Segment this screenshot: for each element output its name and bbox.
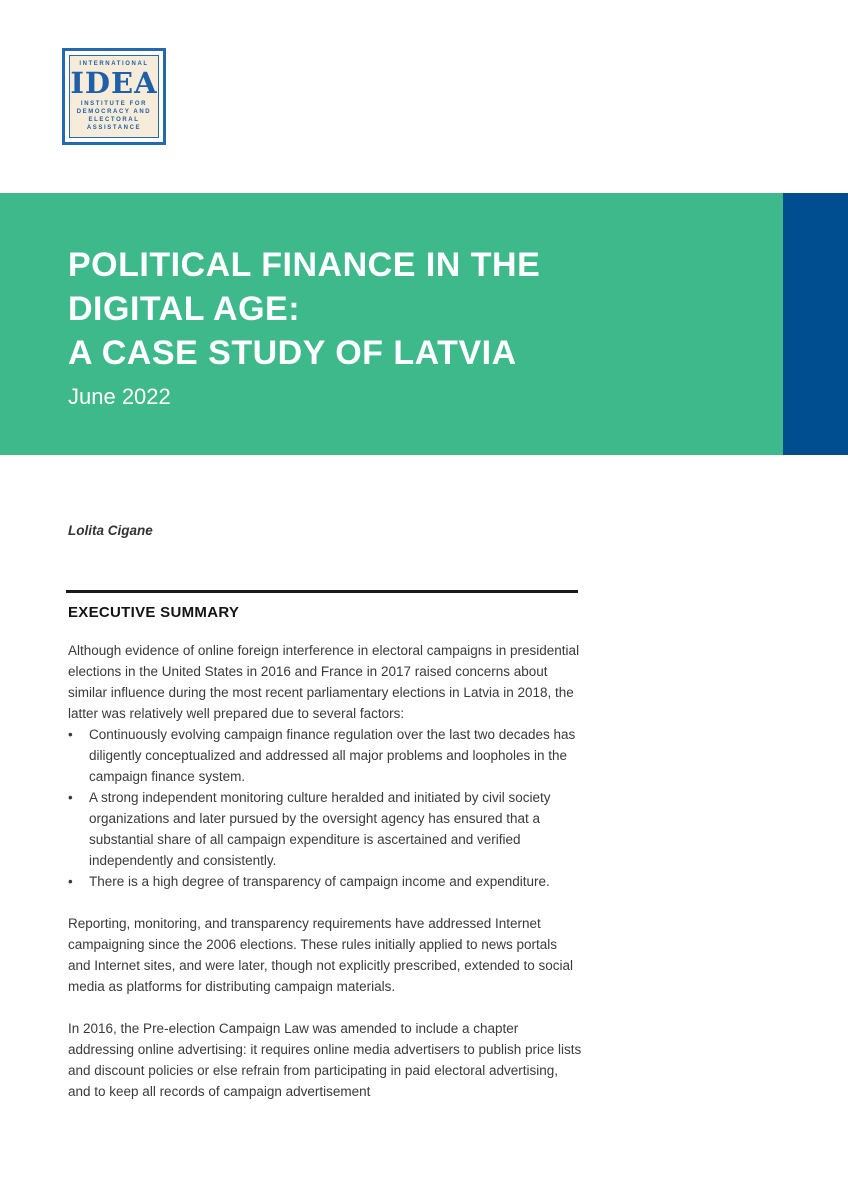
bullet-icon: • [68, 727, 73, 742]
bullet-icon: • [68, 874, 73, 889]
blue-accent-stripe [783, 193, 848, 455]
international-idea-logo [62, 48, 166, 145]
intro-paragraph: Although evidence of online foreign interference in electoral campaigns in presidential elections in the United States in 2016 and France in 2017 raised concerns about similar influence during the most recent parliamentary elections in Latvia in 2018, the latter was relatively well prepared due to several factors: [68, 643, 580, 721]
bullet-text: A strong independent monitoring culture heralded and initiated by civil society organizations and later pursued by the oversight agency has ensured that a substantial share of all campaign expenditure is ascertained and verified independently and consistently. [89, 790, 551, 868]
logo-international-label: INTERNATIONAL [79, 61, 149, 67]
campaign-law-paragraph: In 2016, the Pre-election Campaign Law was amended to include a chapter addressing online advertising: it requires online media advertisers to publish price lists and discount policies or else refrain from participating in paid electoral advertising, and to keep all records of campaign advertisement [68, 1021, 582, 1099]
author-name: Lolita Cigane [68, 523, 153, 538]
bullet-text: Continuously evolving campaign finance regulation over the last two decades has diligently conceptualized and addressed all major problems and loopholes in the campaign finance system. [89, 727, 576, 784]
logo-democracy-line: DEMOCRACY AND [76, 109, 152, 115]
report-title-line-2: DIGITAL AGE: [68, 290, 301, 328]
title-block [68, 243, 540, 410]
list-item [68, 724, 583, 787]
title-banner [0, 193, 783, 455]
section-divider-rule [66, 590, 578, 593]
report-date: June 2022 [68, 384, 171, 409]
logo-assistance-line: ASSISTANCE [86, 125, 142, 131]
logo-idea-wordmark: IDEA [70, 66, 158, 100]
report-title-line-1: POLITICAL FINANCE IN THE [68, 246, 541, 284]
bullet-icon: • [68, 790, 73, 805]
logo-institute-line: INSTITUTE FOR [80, 101, 148, 107]
logo-inner-panel [69, 55, 159, 138]
executive-summary-body [68, 640, 583, 1102]
executive-summary-heading: EXECUTIVE SUMMARY [68, 604, 240, 621]
bullet-list [68, 724, 583, 892]
report-title-line-3: A CASE STUDY OF LATVIA [68, 334, 517, 372]
list-item [68, 787, 583, 871]
reporting-paragraph: Reporting, monitoring, and transparency requirements have addressed Internet campaigning since the 2006 elections. These rules initially applied to news portals and Internet sites, and were later, though not explicitly prescribed, extended to social media as platforms for distributing campaign materials. [68, 916, 574, 994]
logo-electoral-line: ELECTORAL [88, 117, 140, 123]
bullet-text: There is a high degree of transparency of campaign income and expenditure. [89, 874, 550, 889]
list-item [68, 871, 583, 892]
